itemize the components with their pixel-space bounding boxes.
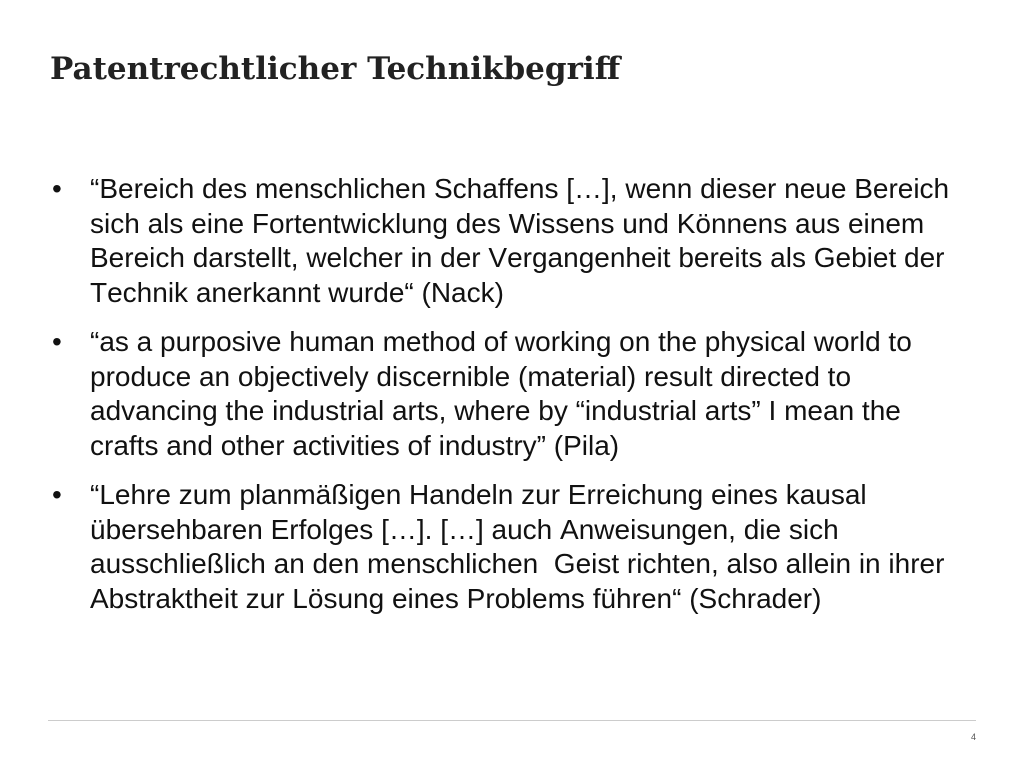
bullet-item-schrader bbox=[52, 478, 963, 616]
slide-title: Patentrechtlicher Technikbegriff bbox=[50, 51, 621, 87]
bullet-marker: • bbox=[52, 479, 62, 510]
page-number: 4 bbox=[970, 732, 976, 742]
bullet-marker: • bbox=[52, 326, 62, 357]
bullet-text: “Bereich des menschlichen Schaffens […], wenn dieser neue Bereich sich als eine Fortentwicklung des Wissens und Könnens aus einem Bereich darstellt, welcher in der Vergangenheit bereits als Gebiet der Technik anerkannt wurde“ (Nack) bbox=[90, 173, 957, 308]
bullet-text: “as a purposive human method of working on the physical world to produce an objectively discernible (material) result directed to advancing the industrial arts, where by “industrial arts” I mean the crafts and other activities of industry” (Pila) bbox=[90, 326, 920, 461]
bullet-item-nack bbox=[52, 172, 963, 310]
footer-divider bbox=[48, 720, 976, 721]
bullet-text: “Lehre zum planmäßigen Handeln zur Erreichung eines kausal übersehbaren Erfolges […]. […] auch Anweisungen, die sich ausschließlich an den menschlichen Geist richten, also allein in ihrer Abstraktheit zur Lösung eines Problems führen“ (Schrader) bbox=[90, 479, 953, 614]
bullet-marker: • bbox=[52, 173, 62, 204]
bullet-list bbox=[52, 172, 963, 631]
bullet-item-pila bbox=[52, 325, 963, 463]
